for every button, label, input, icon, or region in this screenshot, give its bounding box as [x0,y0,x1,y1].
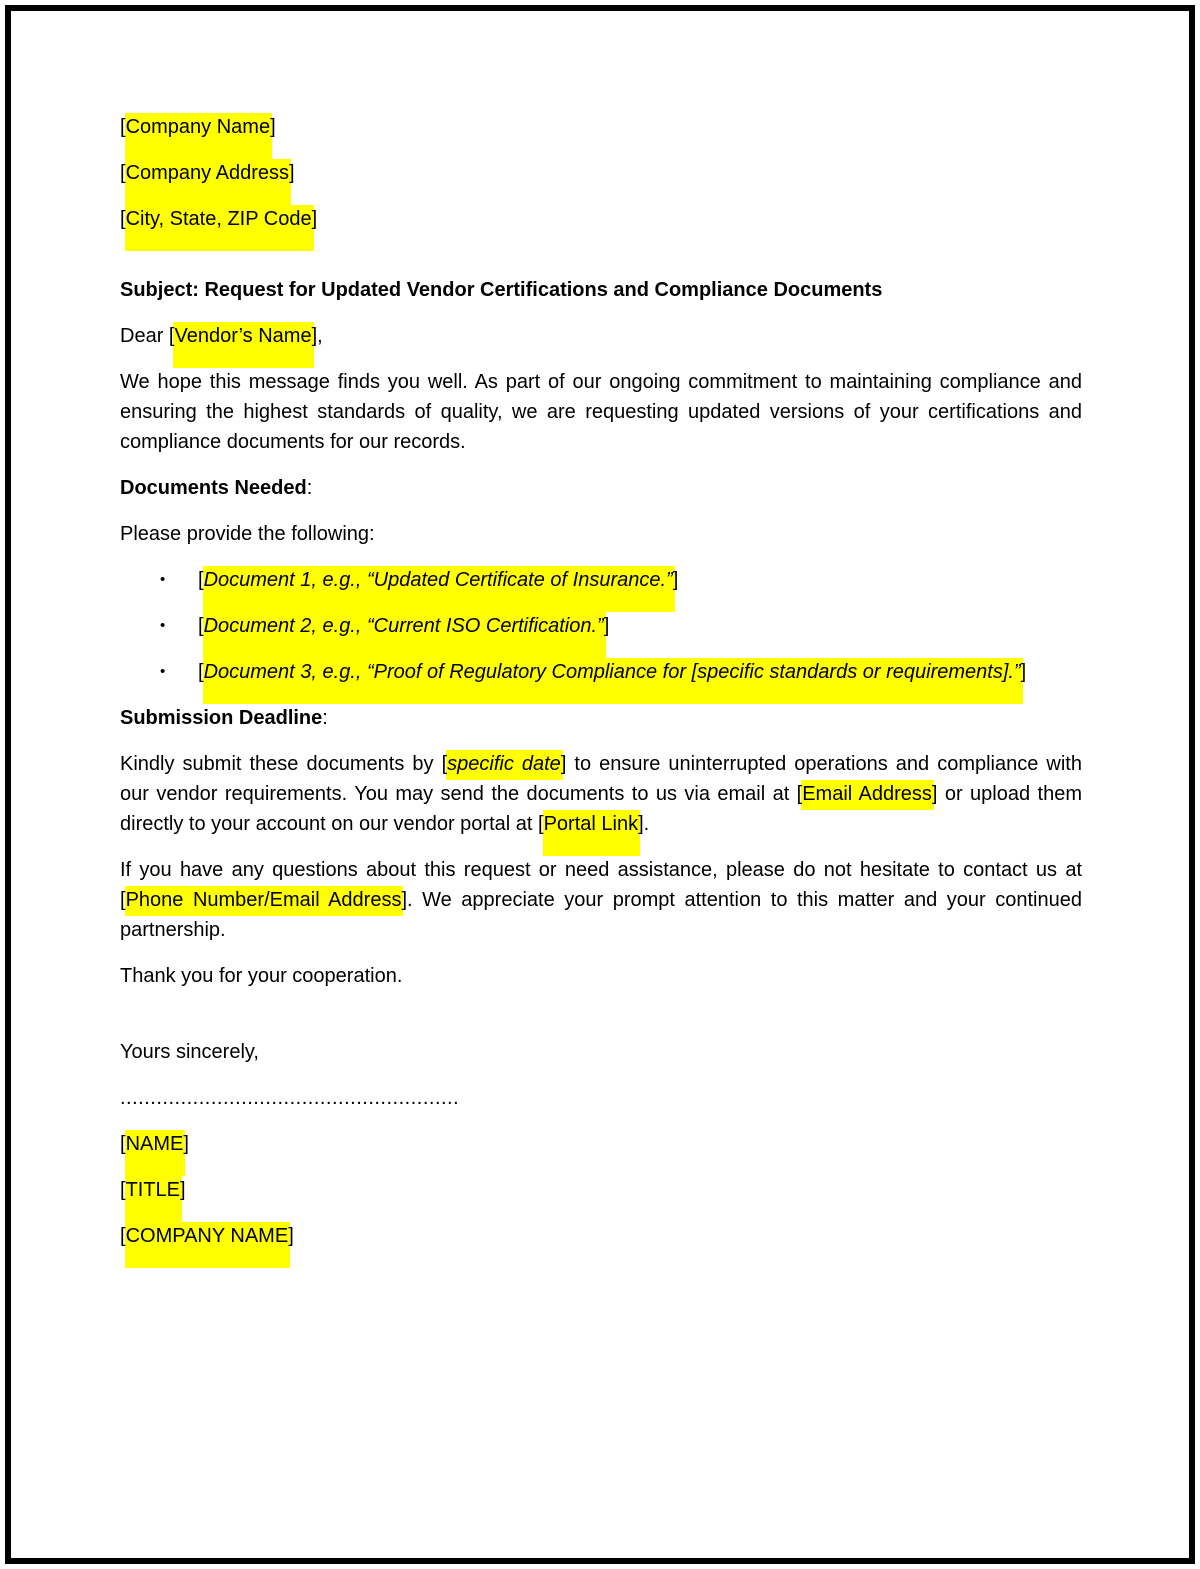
bracket-close: ] [1020,661,1027,683]
bracket-open: [ [120,1133,126,1155]
bracket-open: [ [198,569,204,591]
documents-heading-label: Documents Needed [120,477,307,499]
deadline-text: ] or upload them directly to your account on our vendor portal at [ [120,783,1082,835]
placeholder-document-2: Document 2, e.g., “Current ISO Certification.” [203,615,604,637]
bullet-icon: • [160,663,166,680]
placeholder-vendor-name: Vendor’s Name [174,325,312,347]
salutation-line [120,321,1082,351]
bullet-icon: • [160,571,166,588]
sender-line-company-address [120,158,1082,188]
sender-line-city-state-zip [120,204,1082,234]
placeholder-portal-link: Portal Link [543,813,639,835]
bracket-close: ] [288,162,295,184]
document-item-3 [160,657,1082,687]
signature-title-line [120,1175,1082,1205]
signature-name-line [120,1129,1082,1159]
bracket-close: ] [672,569,679,591]
bracket-open: [ [120,208,126,230]
placeholder-document-3: Document 3, e.g., “Proof of Regulatory Compliance for [specific standards or requirements].” [203,661,1021,683]
valediction-line: Yours sincerely, [120,1041,259,1063]
letter-content [120,112,1082,1267]
placeholder-company-address: Company Address [125,162,289,184]
bracket-open: [ [120,1179,126,1201]
deadline-heading-colon: : [322,707,328,729]
document-item-2 [160,611,1082,641]
salutation-prefix: Dear [ [120,325,175,347]
bracket-open: [ [120,116,126,138]
bracket-close: ] [603,615,610,637]
contact-text: If you have any questions about this request or need assistance, please do not hesitate to contact us at [ [120,859,1082,911]
contact-text: ]. We appreciate your prompt attention to this matter and your continued partnership. [120,889,1082,941]
contact-paragraph [120,855,1082,945]
deadline-text: ]. [638,813,650,835]
subject-text: Request for Updated Vendor Certifications and Compliance Documents [198,279,883,301]
deadline-text: Kindly submit these documents by [ [120,753,448,775]
placeholder-phone-email: Phone Number/Email Address [125,889,402,911]
thanks-line: Thank you for your cooperation. [120,965,403,987]
placeholder-email-address: Email Address [802,783,932,805]
deadline-heading [120,703,1082,733]
documents-heading [120,473,1082,503]
deadline-paragraph [120,749,1082,839]
bullet-icon: • [160,617,166,634]
salutation-suffix: ], [311,325,323,347]
intro-paragraph: We hope this message finds you well. As part of our ongoing commitment to maintaining compliance and ensuring the highest standards of quality, we are requesting updated versions of your certifications and compliance documents for our records. [120,371,1082,453]
bracket-open: [ [198,661,204,683]
bracket-close: ] [180,1179,186,1201]
bracket-close: ] [311,208,318,230]
bracket-close: ] [270,116,276,138]
signature-company-line [120,1221,1082,1251]
signature-dotted-line: ........................................................ [120,1087,460,1109]
bracket-open: [ [120,1225,126,1247]
bracket-close: ] [288,1225,294,1247]
sender-line-company-name [120,112,1082,142]
bracket-close: ] [183,1133,189,1155]
documents-lead: Please provide the following: [120,523,375,545]
documents-heading-colon: : [306,477,313,499]
documents-list [120,565,1082,687]
placeholder-company-name: Company Name [125,116,271,138]
placeholder-name: NAME [125,1133,184,1155]
placeholder-company-name-signature: COMPANY NAME [125,1225,289,1247]
bracket-open: [ [120,162,126,184]
deadline-text: ] to ensure uninterrupted operations and compliance with our vendor requirements. You may send the documents to us via email at [ [120,753,1082,805]
bracket-open: [ [198,615,204,637]
subject-label: Subject: [120,279,199,301]
deadline-heading-label: Submission Deadline [120,707,323,729]
document-item-1 [160,565,1082,595]
placeholder-city-state-zip: City, State, ZIP Code [125,208,312,230]
placeholder-title: TITLE [125,1179,181,1201]
placeholder-specific-date: specific date [447,753,561,775]
placeholder-document-1: Document 1, e.g., “Updated Certificate of Insurance.” [203,569,673,591]
subject-line [120,275,1082,305]
